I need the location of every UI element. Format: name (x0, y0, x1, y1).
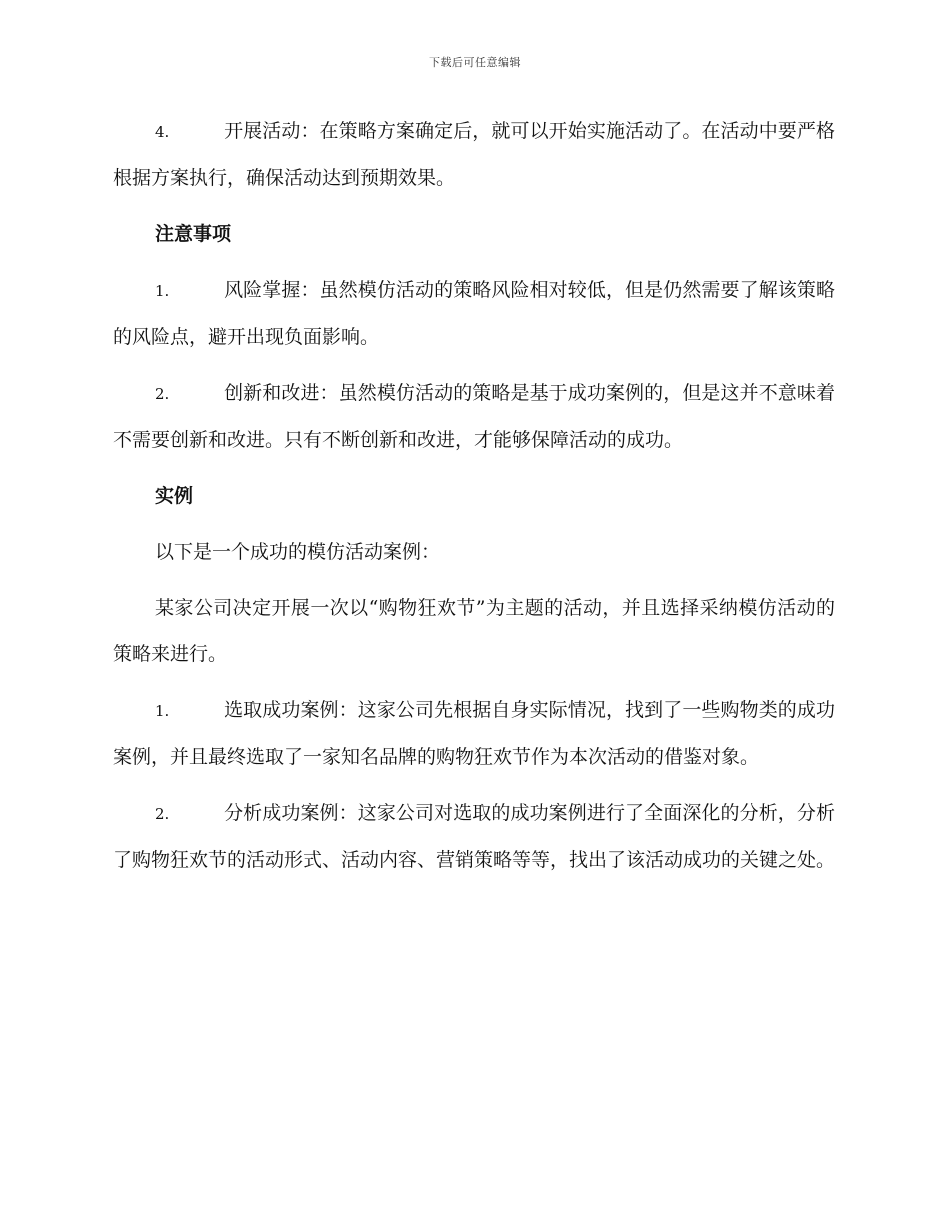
list-item-text: 开展活动：在策略方案确定后，就可以开始实施活动了。在活动中要严格根据方案执行，确保活动达到预期效果。 (113, 120, 835, 189)
list-item-note-1 (113, 267, 835, 360)
list-item-text: 选取成功案例：这家公司先根据自身实际情况，找到了一些购物类的成功案例，并且最终选取了一家知名品牌的购物狂欢节作为本次活动的借鉴对象。 (113, 699, 835, 768)
example-intro: 以下是一个成功的模仿活动案例： (155, 541, 441, 563)
list-number: 2. (155, 805, 170, 823)
section-heading-example: 实例 (155, 485, 194, 507)
list-item-note-2 (113, 370, 835, 463)
example-scenario: 某家公司决定开展一次以“购物狂欢节”为主题的活动，并且选择采纳模仿活动的策略来进行。 (113, 597, 835, 665)
list-number: 2. (155, 385, 170, 403)
list-item-text: 风险掌握：虽然模仿活动的策略风险相对较低，但是仍然需要了解该策略的风险点，避开出现负面影响。 (113, 279, 835, 348)
list-number: 1. (155, 702, 170, 720)
document-body (113, 108, 835, 893)
list-item-step-4 (113, 108, 835, 201)
list-item-example-2 (113, 790, 835, 883)
list-item-example-1 (113, 687, 835, 780)
header-note: 下载后可任意编辑 (429, 56, 521, 69)
list-item-text: 分析成功案例：这家公司对选取的成功案例进行了全面深化的分析，分析了购物狂欢节的活动形式、活动内容、营销策略等等，找出了该活动成功的关键之处。 (113, 802, 836, 871)
list-number: 4. (155, 123, 170, 141)
section-heading-notes: 注意事项 (155, 223, 232, 245)
list-item-text: 创新和改进：虽然模仿活动的策略是基于成功案例的，但是这并不意味着不需要创新和改进。只有不断创新和改进，才能够保障活动的成功。 (113, 382, 835, 451)
list-number: 1. (155, 282, 170, 300)
